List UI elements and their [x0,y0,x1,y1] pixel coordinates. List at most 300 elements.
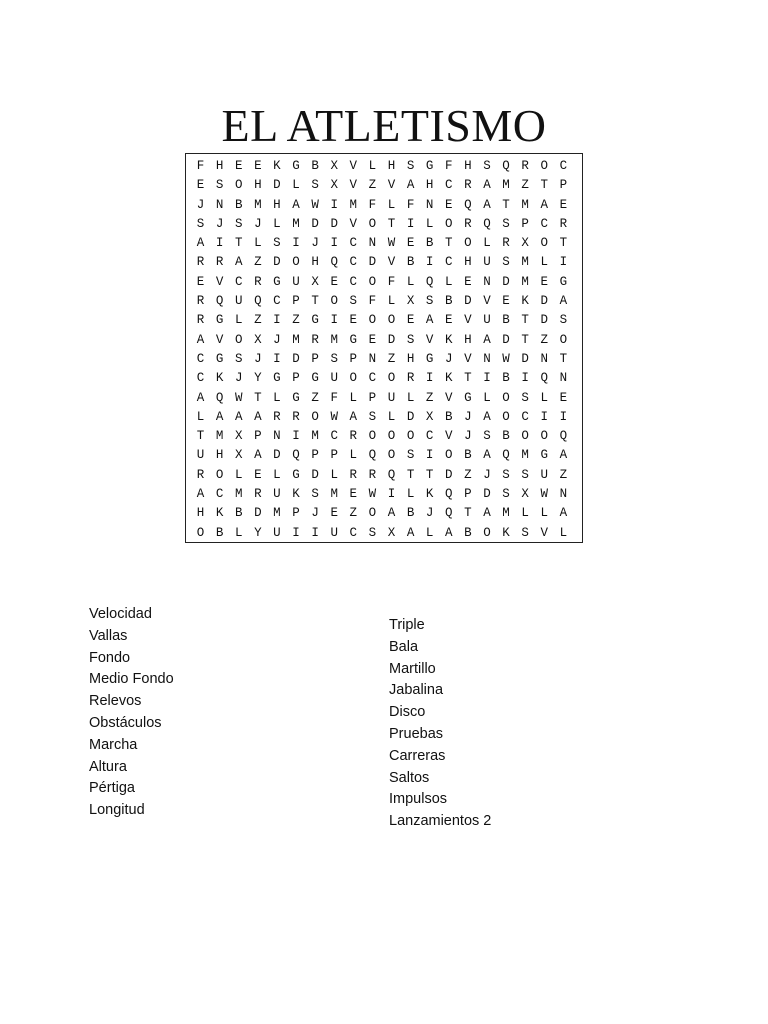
grid-letter: E [196,274,205,289]
grid-letter: Q [445,506,453,521]
grid-letter: C [521,409,529,424]
grid-letter: W [311,197,319,212]
grid-letter: V [215,332,224,347]
grid-letter: J [273,332,281,347]
grid-letter: I [425,448,434,463]
grid-letter: D [273,255,281,270]
grid-letter: O [502,390,510,405]
grid-letter: K [273,159,281,173]
grid-letter: D [406,409,415,424]
grid-letter: S [196,216,205,231]
grid-letter: T [559,236,568,251]
word-item: Pruebas [389,725,444,742]
grid-letter: I [292,525,300,540]
grid-letter: V [445,429,453,444]
grid-letter: Z [540,332,548,347]
grid-letter: V [464,351,472,366]
grid-letter: U [387,390,396,405]
grid-letter: E [254,467,262,482]
grid-letter: R [254,274,262,289]
grid-letter: P [464,487,472,502]
grid-letter: L [349,390,358,405]
grid-letter: W [234,390,243,405]
grid-letter: M [502,178,510,193]
grid-letter: H [196,506,205,521]
grid-letter: N [559,487,568,502]
grid-letter: Z [559,467,568,482]
grid-letter: D [445,467,453,482]
grid-letter: V [349,178,358,193]
grid-letter: E [368,332,377,347]
grid-letter: C [540,216,548,231]
grid-letter: J [445,351,453,366]
grid-letter: J [311,506,319,521]
grid-letter: M [215,429,224,444]
grid-letter: L [406,274,415,289]
grid-letter: Z [254,255,262,270]
grid-letter: C [215,487,224,502]
grid-row [186,331,582,350]
grid-letter: L [521,506,529,521]
grid-letter: G [311,313,319,328]
grid-letter: L [349,448,358,463]
grid-letter: I [215,236,224,251]
grid-letter: A [483,332,491,347]
grid-letter: O [387,429,396,444]
grid-letter: A [215,409,224,424]
grid-letter: R [273,409,281,424]
grid-letter: F [387,274,396,289]
grid-letter: S [311,487,319,502]
grid-letter: L [234,467,243,482]
grid-letter: J [196,197,205,212]
grid-letter: S [521,390,529,405]
grid-letter: Z [292,313,300,328]
grid-letter: R [559,216,568,231]
word-item: Vallas [89,627,128,644]
word-item: Longitud [89,802,145,819]
grid-letter: Y [254,525,262,540]
grid-letter: S [349,294,358,309]
grid-letter: W [330,409,338,424]
grid-letter: I [483,371,491,386]
grid-letter: Z [464,467,472,482]
grid-letter: R [196,467,205,482]
word-item: Relevos [89,693,142,710]
grid-letter: B [406,255,415,270]
word-item: Lanzamientos 2 [389,813,492,830]
grid-letter: D [368,255,377,270]
grid-letter: V [425,332,434,347]
grid-letter: T [521,332,529,347]
grid-letter: O [445,216,453,231]
grid-row [186,292,582,311]
word-item: Velocidad [89,606,152,622]
grid-letter: B [311,159,319,173]
grid-letter: S [215,178,224,193]
grid-letter: V [215,274,224,289]
grid-letter: N [368,351,377,366]
grid-letter: X [254,332,262,347]
grid-letter: L [292,178,300,193]
grid-letter: O [368,429,377,444]
grid-letter: L [406,390,415,405]
grid-letter: V [483,294,491,309]
grid-letter: T [464,506,472,521]
grid-letter: L [387,197,396,212]
grid-letter: K [445,371,453,386]
grid-letter: A [234,255,243,270]
grid-letter: C [273,294,281,309]
word-item: Jabalina [389,682,444,699]
grid-letter: T [540,178,548,193]
word-item: Pértiga [89,780,135,797]
grid-letter: X [311,274,319,289]
grid-letter: W [502,351,510,366]
grid-letter: O [502,409,510,424]
grid-letter: G [425,351,434,366]
grid-letter: L [559,525,568,540]
grid-letter: O [311,409,319,424]
grid-letter: A [196,390,205,405]
grid-letter: Q [502,448,510,463]
word-item: Disco [389,704,426,721]
word-item: Altura [89,758,127,775]
grid-letter: I [311,525,319,540]
grid-row [186,350,582,369]
grid-letter: D [483,487,491,502]
grid-letter: Q [330,255,338,270]
grid-letter: D [254,506,262,521]
grid-letter: J [425,506,434,521]
grid-letter: A [540,197,548,212]
grid-letter: B [502,313,510,328]
grid-letter: O [387,371,396,386]
grid-letter: O [521,429,529,444]
grid-letter: M [311,429,319,444]
grid-letter: P [521,216,529,231]
grid-letter: D [502,332,510,347]
grid-letter: O [540,159,548,173]
grid-letter: T [406,467,415,482]
grid-letter: G [349,332,358,347]
grid-letter: T [254,390,262,405]
grid-letter: N [559,371,568,386]
grid-letter: I [273,313,281,328]
grid-letter: N [483,351,491,366]
grid-letter: O [349,371,358,386]
grid-letter: B [445,294,453,309]
grid-letter: C [196,351,205,366]
grid-letter: O [483,525,491,540]
grid-letter: S [521,467,529,482]
grid-letter: I [330,197,338,212]
grid-letter: L [330,467,338,482]
grid-letter: C [445,255,453,270]
grid-letter: I [559,255,568,270]
grid-letter: N [273,429,281,444]
grid-letter: A [483,197,491,212]
grid-letter: R [215,255,224,270]
grid-letter: J [464,409,472,424]
grid-letter: M [521,448,529,463]
grid-letter: D [540,294,548,309]
grid-row [186,234,582,253]
grid-letter: L [196,409,205,424]
grid-letter: O [234,332,243,347]
grid-letter: R [349,429,358,444]
grid-letter: T [502,197,510,212]
grid-letter: M [234,487,243,502]
grid-letter: G [292,159,300,173]
grid-letter: T [425,467,434,482]
word-item: Fondo [89,649,131,666]
grid-letter: R [196,294,205,309]
grid-letter: L [540,255,548,270]
word-item: Impulsos [389,791,448,808]
grid-letter: D [387,332,396,347]
grid-row [186,273,582,292]
grid-letter: Q [559,429,568,444]
grid-letter: B [406,506,415,521]
grid-letter: C [349,236,358,251]
grid-row [186,176,582,195]
grid-letter: E [559,390,568,405]
grid-letter: O [406,429,415,444]
grid-letter: R [521,159,529,173]
grid-letter: N [425,197,434,212]
grid-letter: Q [387,467,396,482]
grid-letter: C [559,159,568,173]
grid-letter: X [330,178,338,193]
grid-letter: Z [521,178,529,193]
grid-letter: A [445,525,453,540]
grid-letter: M [521,274,529,289]
grid-letter: B [502,429,510,444]
grid-letter: K [445,332,453,347]
grid-letter: H [464,159,472,173]
grid-letter: R [196,313,205,328]
grid-letter: O [445,448,453,463]
grid-letter: E [502,294,510,309]
grid-letter: M [502,506,510,521]
grid-letter: O [368,274,377,289]
grid-letter: U [330,371,338,386]
grid-letter: R [196,255,205,270]
grid-letter: J [464,429,472,444]
grid-letter: O [234,178,243,193]
grid-letter: L [273,216,281,231]
grid-letter: P [292,294,300,309]
grid-letter: O [387,448,396,463]
grid-letter: E [406,313,415,328]
grid-letter: E [349,313,358,328]
grid-row [186,446,582,465]
grid-letter: O [368,313,377,328]
grid-letter: N [368,236,377,251]
grid-letter: T [464,371,472,386]
grid-letter: M [521,255,529,270]
grid-row [186,408,582,427]
grid-letter: G [273,371,281,386]
grid-letter: B [425,236,434,251]
grid-letter: S [559,313,568,328]
grid-letter: S [406,159,415,173]
grid-letter: A [254,409,262,424]
grid-letter: P [330,448,338,463]
grid-letter: H [254,178,262,193]
grid-letter: O [330,294,338,309]
grid-letter: L [254,236,262,251]
grid-letter: V [349,159,358,173]
grid-letter: T [234,236,243,251]
grid-letter: L [406,487,415,502]
word-item: Triple [389,617,425,633]
grid-letter: P [311,351,319,366]
grid-letter: O [215,467,224,482]
grid-letter: Z [349,506,358,521]
grid-letter: Q [292,448,300,463]
grid-letter: S [502,255,510,270]
grid-letter: E [349,487,358,502]
grid-letter: R [464,216,472,231]
grid-letter: W [387,236,396,251]
grid-letter: O [196,525,205,540]
grid-letter: Q [425,274,434,289]
grid-letter: S [502,216,510,231]
grid-letter: M [521,197,529,212]
grid-letter: H [406,351,415,366]
grid-letter: K [521,294,529,309]
grid-letter: E [406,236,415,251]
grid-letter: L [445,274,453,289]
word-item: Obstáculos [89,714,162,731]
grid-letter: I [540,409,548,424]
grid-letter: X [330,159,338,173]
grid-row [186,215,582,234]
grid-letter: L [540,506,548,521]
grid-letter: Q [215,390,224,405]
grid-letter: L [387,409,396,424]
word-item: Carreras [389,747,446,764]
grid-letter: H [273,197,281,212]
grid-letter: C [368,371,377,386]
word-search-grid [185,153,583,543]
grid-letter: V [349,216,358,231]
grid-letter: F [330,390,338,405]
grid-letter: A [387,506,396,521]
grid-letter: F [445,159,453,173]
grid-letter: H [311,255,319,270]
grid-letter: S [273,236,281,251]
grid-letter: A [483,506,491,521]
grid-letter: B [502,371,510,386]
grid-letter: U [273,487,281,502]
grid-letter: T [559,351,568,366]
grid-letter: Q [215,294,224,309]
grid-letter: J [254,351,262,366]
grid-letter: D [464,294,472,309]
grid-letter: O [368,506,377,521]
grid-letter: Y [254,371,262,386]
grid-letter: G [425,159,434,173]
grid-letter: R [254,487,262,502]
grid-letter: S [368,409,377,424]
grid-letter: U [540,467,548,482]
grid-letter: O [540,429,548,444]
grid-letter: V [464,313,472,328]
grid-letter: Q [254,294,262,309]
grid-letter: C [196,371,205,386]
grid-letter: L [483,236,491,251]
grid-letter: E [464,274,472,289]
grid-letter: R [464,178,472,193]
grid-letter: I [559,409,568,424]
grid-letter: G [273,274,281,289]
grid-letter: I [330,236,338,251]
grid-letter: F [368,197,377,212]
grid-letter: E [234,159,243,173]
grid-letter: Z [368,178,377,193]
grid-letter: P [254,429,262,444]
grid-letter: I [521,371,529,386]
grid-letter: N [215,197,224,212]
grid-letter: Q [464,197,472,212]
grid-letter: A [234,409,243,424]
grid-letter: U [483,255,491,270]
grid-letter: L [540,390,548,405]
grid-letter: T [311,294,319,309]
grid-letter: S [330,351,338,366]
grid-letter: L [273,467,281,482]
grid-letter: I [330,313,338,328]
grid-letter: P [349,351,358,366]
grid-letter: D [521,351,529,366]
grid-row [186,389,582,408]
grid-letter: L [425,216,434,231]
grid-letter: U [292,274,300,289]
grid-letter: T [445,236,453,251]
grid-letter: H [387,159,396,173]
grid-letter: O [464,236,472,251]
word-item: Bala [389,638,419,655]
grid-letter: E [254,159,262,173]
grid-letter: M [349,197,358,212]
grid-row [186,253,582,272]
grid-letter: S [521,525,529,540]
grid-letter: D [311,216,319,231]
grid-letter: B [445,409,453,424]
grid-letter: L [368,159,377,173]
grid-letter: B [464,525,472,540]
grid-letter: P [292,371,300,386]
grid-letter: P [311,448,319,463]
grid-letter: G [292,467,300,482]
grid-letter: G [540,448,548,463]
grid-letter: G [215,313,224,328]
grid-letter: S [483,429,491,444]
grid-letter: D [273,448,281,463]
grid-letter: G [464,390,472,405]
word-item: Saltos [389,769,430,786]
grid-letter: S [502,467,510,482]
grid-row [186,485,582,504]
grid-letter: A [425,313,434,328]
grid-letter: K [425,487,434,502]
grid-letter: T [521,313,529,328]
grid-row [186,311,582,330]
grid-letter: G [559,274,568,289]
